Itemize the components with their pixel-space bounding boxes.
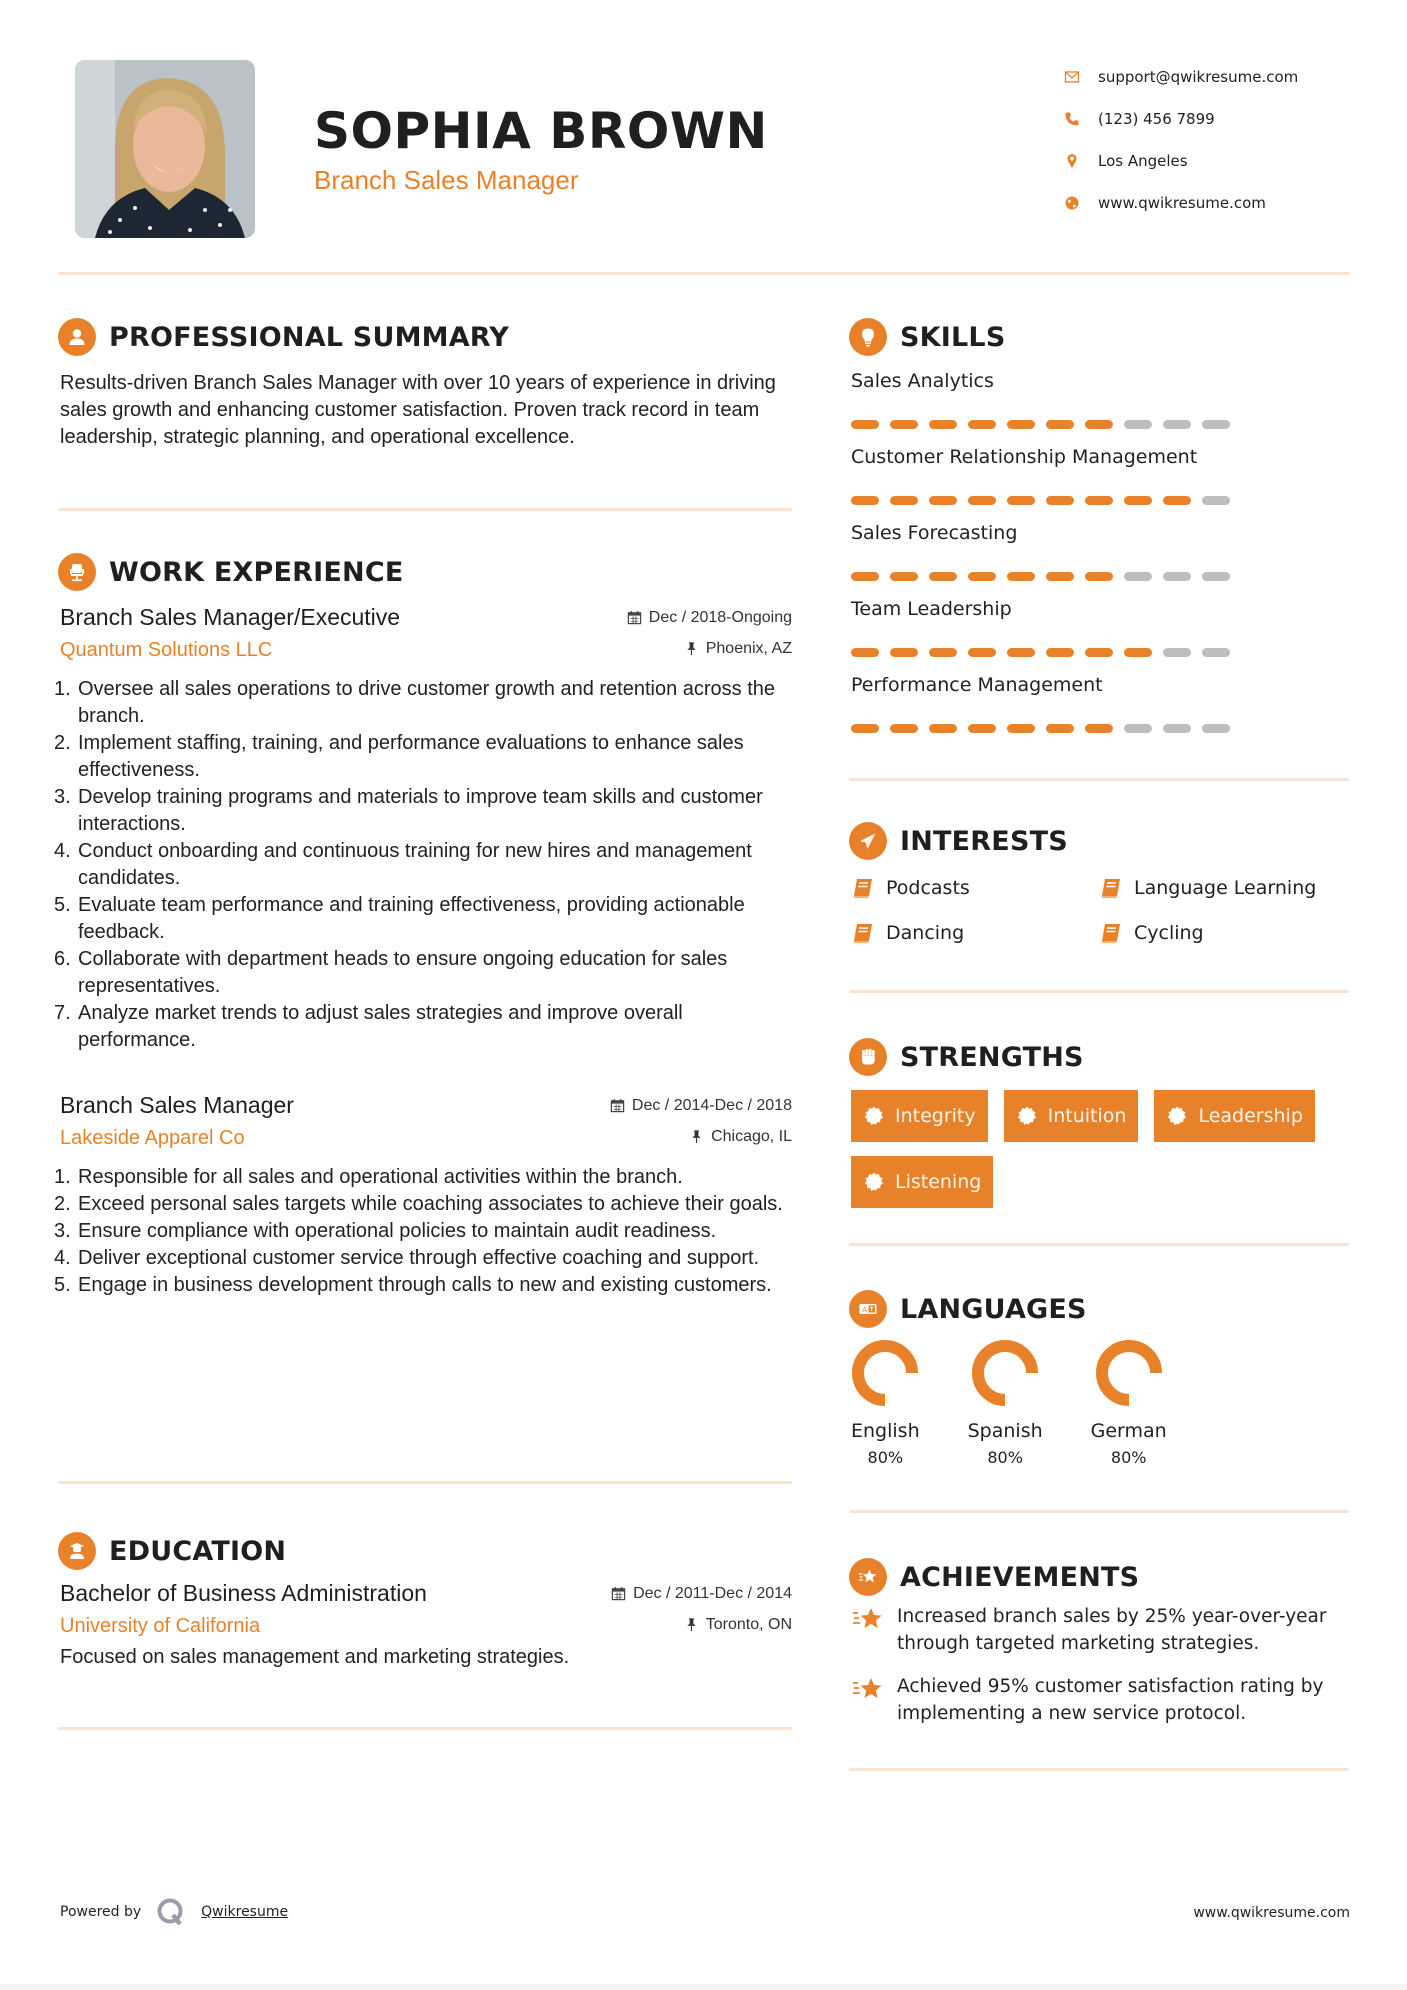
rating-dash-empty	[1202, 724, 1230, 733]
contact-list	[1062, 56, 1298, 224]
rating-dash-filled	[1046, 420, 1074, 429]
rating-dash-filled	[1046, 648, 1074, 657]
footer-website[interactable]: www.qwikresume.com	[1193, 1905, 1350, 1921]
calendar-icon	[611, 1586, 626, 1601]
profile-photo	[75, 60, 255, 238]
summary-text: Results-driven Branch Sales Manager with over 10 years of experience in driving sales growth and enhancing customer satisfaction. Proven track record in team leadership, strategic planning, and operational excellence.	[60, 372, 776, 448]
job-bullet: 4. Conduct onboarding and continuous training for new hires and management candidates.	[54, 840, 752, 889]
rating-dash-filled	[929, 724, 957, 733]
job-dates	[610, 1097, 792, 1115]
language-progress-ring	[1096, 1340, 1162, 1406]
achievement-text: Achieved 95% customer satisfaction rating by implementing a new service protocol.	[897, 1676, 1324, 1724]
strength-badge	[851, 1156, 993, 1208]
rating-dash-filled	[1007, 648, 1035, 657]
job-location-text: Phoenix, AZ	[705, 639, 792, 657]
rating-dash-empty	[1124, 724, 1152, 733]
paper-plane-icon	[849, 822, 887, 860]
strength-label: Listening	[895, 1171, 982, 1193]
section-title: SKILLS	[900, 321, 1006, 353]
strength-badge	[851, 1090, 988, 1142]
section-experience-heading	[58, 553, 403, 591]
strength-badge	[1004, 1090, 1139, 1142]
job-bullet: 1. Oversee all sales operations to drive customer growth and retention across the branch.	[54, 678, 776, 727]
svg-text:A: A	[862, 1306, 867, 1315]
strength-label: Integrity	[895, 1105, 976, 1127]
skill-rating	[851, 648, 1351, 657]
rating-dash-empty	[1163, 724, 1191, 733]
envelope-icon	[1062, 67, 1082, 87]
languages-divider	[849, 1510, 1349, 1513]
section-summary-heading	[58, 318, 509, 356]
pushpin-icon	[684, 641, 699, 656]
job-dates-text: Dec / 2014-Dec / 2018	[631, 1096, 792, 1114]
contact-website-text: www.qwikresume.com	[1098, 194, 1266, 212]
rating-dash-filled	[1085, 724, 1113, 733]
contact-email[interactable]	[1062, 56, 1298, 98]
skill-rating	[851, 420, 1351, 429]
phone-icon	[1062, 109, 1082, 129]
lightbulb-icon	[849, 318, 887, 356]
rating-dash-filled	[890, 420, 918, 429]
book-icon	[851, 922, 875, 944]
skill-rating	[851, 724, 1351, 733]
profile-photo-illustration	[75, 60, 255, 238]
badge-seal-icon	[1166, 1105, 1188, 1127]
education-location-text: Toronto, ON	[705, 1615, 792, 1633]
skill-name: Performance Management	[851, 674, 1103, 696]
section-title: ACHIEVEMENTS	[900, 1561, 1140, 1593]
language-name: German	[1090, 1420, 1167, 1442]
experience-divider	[58, 1481, 792, 1484]
rating-dash-filled	[890, 572, 918, 581]
skills-divider	[849, 778, 1349, 781]
language-item	[851, 1340, 920, 1467]
rating-dash-filled	[890, 648, 918, 657]
interest-label: Dancing	[886, 921, 965, 944]
job-entry	[54, 604, 792, 1054]
skill-rating	[851, 572, 1351, 581]
skill-rating	[851, 496, 1351, 505]
job-bullet: 4. Deliver exceptional customer service through effective coaching and support.	[54, 1247, 760, 1269]
rating-dash-empty	[1202, 420, 1230, 429]
education-dates-text: Dec / 2011-Dec / 2014	[633, 1584, 792, 1602]
job-entry	[54, 1092, 792, 1299]
achievement-item	[851, 1603, 1351, 1657]
rating-dash-filled	[968, 420, 996, 429]
section-title: WORK EXPERIENCE	[109, 556, 404, 588]
star-medal-icon	[849, 1558, 887, 1596]
pushpin-icon	[689, 1129, 704, 1144]
pushpin-icon	[684, 1617, 699, 1632]
job-title: Branch Sales Manager/Executive	[60, 604, 401, 630]
rating-dash-filled	[890, 724, 918, 733]
rating-dash-filled	[851, 420, 879, 429]
rating-dash-filled	[1046, 724, 1074, 733]
badge-seal-icon	[1016, 1105, 1038, 1127]
rating-dash-empty	[1124, 420, 1152, 429]
skill-item	[851, 522, 1351, 581]
contact-email-text: support@qwikresume.com	[1098, 68, 1299, 86]
interest-item	[851, 872, 1099, 903]
rating-dash-filled	[1163, 496, 1191, 505]
rating-dash-filled	[1007, 496, 1035, 505]
job-bullet: 6. Collaborate with department heads to ensure ongoing education for sales representatives.	[54, 948, 728, 997]
education-dates	[611, 1585, 792, 1603]
rating-dash-empty	[1163, 420, 1191, 429]
rating-dash-filled	[1007, 420, 1035, 429]
skill-item	[851, 370, 1351, 429]
rating-dash-empty	[1202, 572, 1230, 581]
job-bullet: 2. Exceed personal sales targets while coaching associates to achieve their goals.	[54, 1193, 783, 1215]
rating-dash-filled	[929, 496, 957, 505]
achievement-text: Increased branch sales by 25% year-over-year through targeted marketing strategies.	[897, 1606, 1327, 1654]
interest-item	[851, 917, 1099, 948]
job-location-text: Chicago, IL	[711, 1127, 792, 1145]
book-icon	[1099, 922, 1123, 944]
book-icon	[851, 877, 875, 899]
section-title: LANGUAGES	[900, 1293, 1087, 1325]
languages-list	[851, 1340, 1215, 1467]
page-bottom-edge	[0, 1984, 1407, 1990]
skill-name: Sales Forecasting	[851, 522, 1018, 544]
calendar-icon	[627, 610, 642, 625]
globe-icon	[1062, 193, 1082, 213]
footer-powered-by	[60, 1896, 288, 1928]
user-icon	[58, 318, 96, 356]
section-education-heading	[58, 1532, 286, 1570]
candidate-name: SOPHIA BROWN	[314, 102, 768, 160]
skill-name: Team Leadership	[851, 598, 1012, 620]
strengths-divider	[849, 1243, 1349, 1246]
job-bullets	[54, 1164, 792, 1299]
rating-dash-filled	[1007, 724, 1035, 733]
rating-dash-filled	[1007, 572, 1035, 581]
rating-dash-filled	[1085, 496, 1113, 505]
skill-name: Sales Analytics	[851, 370, 994, 392]
language-percent: 80%	[987, 1448, 1023, 1467]
shooting-star-icon	[851, 1675, 885, 1703]
achievements-list	[851, 1603, 1351, 1743]
candidate-title: Branch Sales Manager	[314, 165, 579, 195]
skill-item	[851, 446, 1351, 505]
contact-location	[1062, 140, 1298, 182]
section-achievements-heading	[849, 1558, 1139, 1596]
section-title: PROFESSIONAL SUMMARY	[109, 321, 510, 353]
skill-item	[851, 674, 1351, 733]
contact-website[interactable]	[1062, 182, 1298, 224]
rating-dash-filled	[1085, 572, 1113, 581]
job-bullet: 3. Ensure compliance with operational policies to maintain audit readiness.	[54, 1220, 717, 1242]
education-location	[684, 1616, 792, 1634]
rating-dash-empty	[1163, 648, 1191, 657]
job-bullet: 7. Analyze market trends to adjust sales strategies and improve overall performance.	[54, 1002, 683, 1051]
office-chair-icon	[58, 553, 96, 591]
interest-label: Language Learning	[1134, 876, 1317, 899]
powered-by-label: Powered by	[60, 1904, 142, 1920]
section-skills-heading	[849, 318, 1005, 356]
header-divider	[58, 272, 1350, 275]
job-bullet: 5. Engage in business development through calls to new and existing customers.	[54, 1274, 772, 1296]
rating-dash-filled	[1046, 572, 1074, 581]
job-bullet: 5. Evaluate team performance and training effectiveness, providing actionable feedback.	[54, 894, 745, 943]
language-progress-ring	[972, 1340, 1038, 1406]
language-item	[968, 1340, 1043, 1467]
calendar-icon	[610, 1098, 625, 1113]
interest-label: Cycling	[1134, 921, 1204, 944]
job-bullets	[54, 676, 792, 1054]
map-pin-icon	[1062, 151, 1082, 171]
job-dates	[627, 609, 792, 627]
rating-dash-filled	[968, 648, 996, 657]
badge-seal-icon	[863, 1171, 885, 1193]
section-title: STRENGTHS	[900, 1041, 1084, 1073]
education-entry	[60, 1580, 792, 1671]
interest-item	[1099, 917, 1347, 948]
language-name: Spanish	[967, 1420, 1043, 1442]
degree: Bachelor of Business Administration	[60, 1580, 427, 1606]
job-dates-text: Dec / 2018-Ongoing	[648, 608, 792, 626]
job-company: Lakeside Apparel Co	[60, 1127, 245, 1149]
interest-item	[1099, 872, 1347, 903]
summary-divider	[58, 508, 792, 511]
section-title: INTERESTS	[900, 825, 1068, 857]
rating-dash-filled	[1085, 648, 1113, 657]
language-percent: 80%	[1110, 1448, 1147, 1467]
job-bullet: 3. Develop training programs and materials to improve team skills and customer interactions.	[54, 786, 763, 835]
interests-list	[851, 872, 1351, 948]
rating-dash-filled	[929, 648, 957, 657]
strength-label: Intuition	[1047, 1105, 1127, 1127]
skill-name: Customer Relationship Management	[851, 446, 1198, 468]
graduate-icon	[58, 1532, 96, 1570]
job-bullet: 1. Responsible for all sales and operational activities within the branch.	[54, 1166, 683, 1188]
education-description: Focused on sales management and marketing strategies.	[60, 1646, 570, 1668]
rating-dash-filled	[851, 648, 879, 657]
badge-seal-icon	[863, 1105, 885, 1127]
section-interests-heading	[849, 822, 1068, 860]
rating-dash-filled	[968, 572, 996, 581]
job-bullet: 2. Implement staffing, training, and performance evaluations to enhance sales effectiveness.	[54, 732, 744, 781]
shooting-star-icon	[851, 1605, 885, 1633]
contact-phone[interactable]	[1062, 98, 1298, 140]
book-icon	[1099, 877, 1123, 899]
rating-dash-filled	[1124, 496, 1152, 505]
rating-dash-filled	[851, 496, 879, 505]
language-item	[1091, 1340, 1167, 1467]
language-progress-ring	[852, 1340, 918, 1406]
rating-dash-filled	[929, 572, 957, 581]
rating-dash-filled	[851, 572, 879, 581]
rating-dash-filled	[968, 724, 996, 733]
rating-dash-empty	[1163, 572, 1191, 581]
interest-label: Podcasts	[886, 876, 970, 899]
job-location	[689, 1128, 792, 1146]
contact-location-text: Los Angeles	[1098, 152, 1188, 170]
job-title: Branch Sales Manager	[60, 1092, 294, 1118]
language-name: English	[851, 1420, 920, 1442]
rating-dash-filled	[1085, 420, 1113, 429]
strength-badge	[1154, 1090, 1314, 1142]
education-divider	[58, 1727, 792, 1730]
interests-divider	[849, 990, 1349, 993]
contact-phone-text: (123) 456 7899	[1098, 110, 1215, 128]
rating-dash-filled	[968, 496, 996, 505]
fist-icon	[849, 1038, 887, 1076]
job-location	[684, 640, 792, 658]
school: University of California	[60, 1615, 261, 1637]
qwikresume-link[interactable]: Qwikresume	[201, 1904, 289, 1920]
rating-dash-empty	[1202, 496, 1230, 505]
achievement-item	[851, 1673, 1351, 1727]
rating-dash-filled	[851, 724, 879, 733]
skill-item	[851, 598, 1351, 657]
section-strengths-heading	[849, 1038, 1084, 1076]
rating-dash-filled	[929, 420, 957, 429]
section-languages-heading	[849, 1290, 1087, 1328]
translate-icon	[849, 1290, 887, 1328]
rating-dash-empty	[1202, 648, 1230, 657]
rating-dash-filled	[890, 496, 918, 505]
section-title: EDUCATION	[109, 1535, 287, 1567]
rating-dash-filled	[1046, 496, 1074, 505]
achievements-divider	[849, 1768, 1349, 1771]
job-company: Quantum Solutions LLC	[60, 639, 273, 661]
rating-dash-filled	[1124, 648, 1152, 657]
language-percent: 80%	[867, 1448, 904, 1467]
qwikresume-logo-icon	[155, 1896, 187, 1928]
strength-label: Leadership	[1198, 1105, 1303, 1127]
rating-dash-empty	[1124, 572, 1152, 581]
strengths-list	[851, 1090, 1351, 1208]
